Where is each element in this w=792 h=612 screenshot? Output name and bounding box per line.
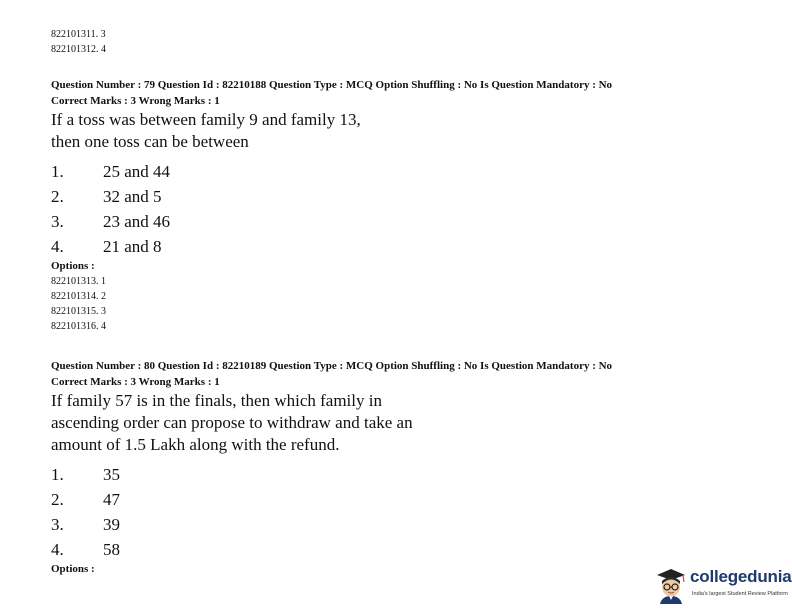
choice-text: 32 and 5 bbox=[103, 187, 162, 206]
question-text: If family 57 is in the finals, then which family in ascending order can propose to withdraw and take an amount of 1.5 Lakh along with the refund. bbox=[51, 391, 413, 454]
choice-item bbox=[51, 184, 612, 209]
previous-options bbox=[51, 27, 106, 57]
option-ids bbox=[51, 274, 612, 334]
choice-text: 47 bbox=[103, 490, 120, 509]
option-id: 822101313. 1 bbox=[51, 276, 106, 287]
choice-number: 4. bbox=[51, 237, 64, 256]
choice-item bbox=[51, 209, 612, 234]
choice-item bbox=[51, 462, 612, 487]
choice-text: 23 and 46 bbox=[103, 212, 171, 231]
choice-item bbox=[51, 159, 612, 184]
option-id: 822101315. 3 bbox=[51, 306, 106, 317]
option-id: 822101311. 3 bbox=[51, 29, 106, 40]
question-header: Question Number : 79 Question Id : 82210188 Question Type : MCQ Option Shuffling : No Is Question Mandatory : No bbox=[51, 79, 613, 91]
option-id: 822101316. 4 bbox=[51, 321, 106, 332]
choice-number: 1. bbox=[51, 465, 64, 484]
brand-tagline: India's largest Student Review Platform bbox=[692, 591, 788, 597]
student-mascot-icon bbox=[654, 566, 688, 604]
options-label: Options : bbox=[51, 260, 95, 272]
choice-item bbox=[51, 234, 612, 259]
choice-item bbox=[51, 512, 612, 537]
choice-text: 21 and 8 bbox=[103, 237, 162, 256]
choice-text: 25 and 44 bbox=[103, 162, 171, 181]
question-80 bbox=[51, 358, 612, 577]
marks-line: Correct Marks : 3 Wrong Marks : 1 bbox=[51, 95, 220, 107]
choice-text: 35 bbox=[103, 465, 120, 484]
choice-number: 3. bbox=[51, 515, 64, 534]
choice-number: 2. bbox=[51, 490, 64, 509]
collegedunia-logo bbox=[654, 566, 790, 606]
options-label: Options : bbox=[51, 563, 95, 575]
choice-list bbox=[51, 159, 612, 259]
marks-line: Correct Marks : 3 Wrong Marks : 1 bbox=[51, 376, 220, 388]
choice-number: 3. bbox=[51, 212, 64, 231]
choice-number: 1. bbox=[51, 162, 64, 181]
choice-item bbox=[51, 487, 612, 512]
question-header: Question Number : 80 Question Id : 82210189 Question Type : MCQ Option Shuffling : No Is Question Mandatory : No bbox=[51, 360, 613, 372]
question-79 bbox=[51, 77, 612, 334]
option-id: 822101312. 4 bbox=[51, 44, 106, 55]
choice-list bbox=[51, 462, 612, 562]
choice-number: 2. bbox=[51, 187, 64, 206]
choice-text: 39 bbox=[103, 515, 120, 534]
choice-number: 4. bbox=[51, 540, 64, 559]
option-id: 822101314. 2 bbox=[51, 291, 106, 302]
brand-name: collegedunia bbox=[690, 567, 792, 586]
choice-text: 58 bbox=[103, 540, 120, 559]
choice-item bbox=[51, 537, 612, 562]
question-text: If a toss was between family 9 and family 13, then one toss can be between bbox=[51, 110, 361, 151]
